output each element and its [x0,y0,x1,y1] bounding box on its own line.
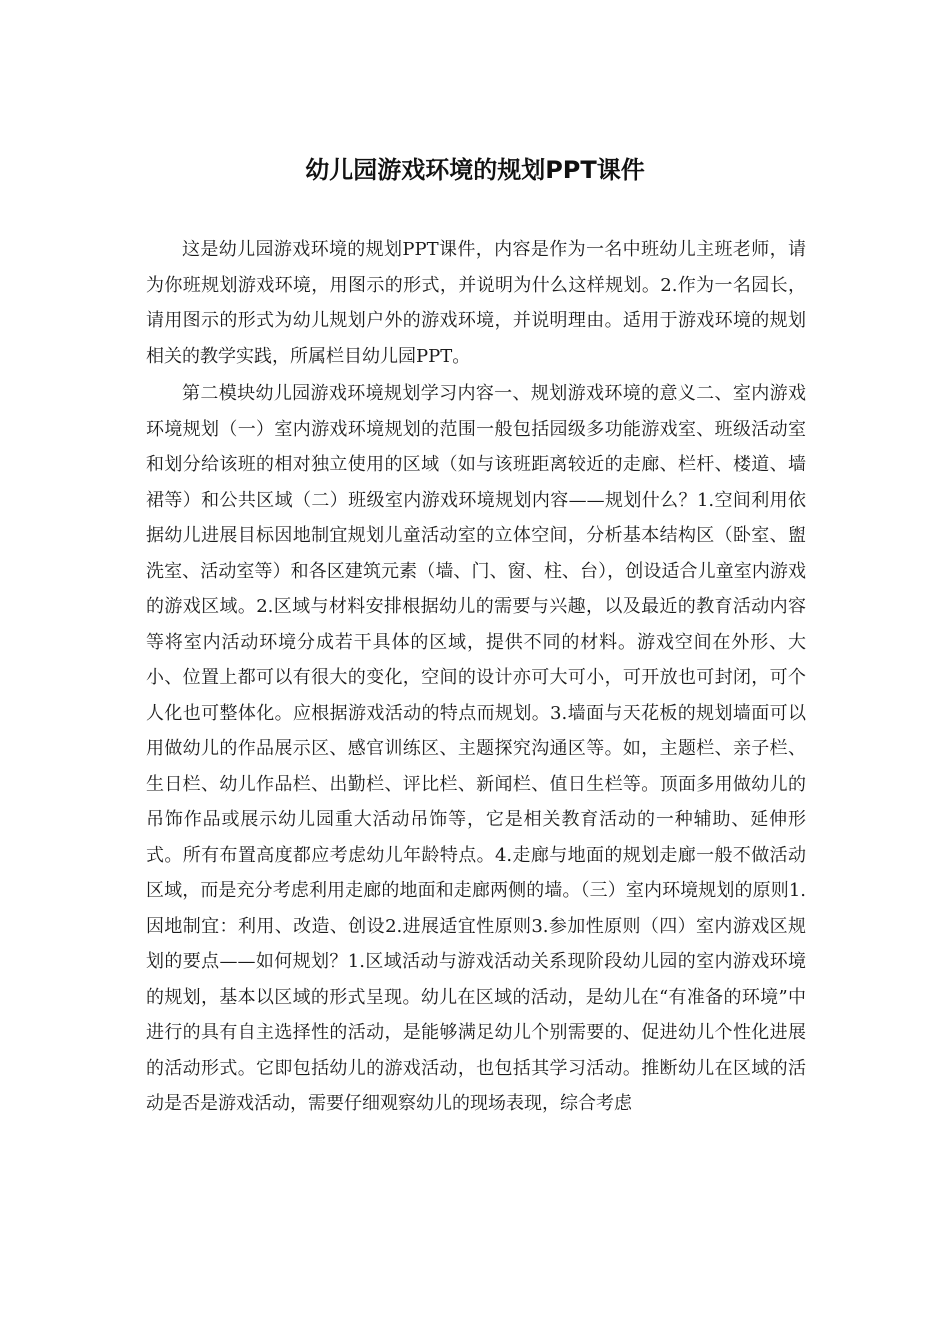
paragraph-intro: 这是幼儿园游戏环境的规划PPT课件，内容是作为一名中班幼儿主班老师，请为你班规划游戏环境，用图示的形式，并说明为什么这样规划。2.作为一名园长，请用图示的形式为幼儿规划户外的游戏环境，并说明理由。适用于游戏环境的规划相关的教学实践，所属栏目幼儿园PPT。 [146,239,806,367]
document-body [146,232,806,1122]
paragraph-main: 第二模块幼儿园游戏环境规划学习内容一、规划游戏环境的意义二、室内游戏环境规划（一）室内游戏环境规划的范围一般包括园级多功能游戏室、班级活动室和划分给该班的相对独立使用的区域（如与该班距离较近的走廊、栏杆、楼道、墙裙等）和公共区域（二）班级室内游戏环境规划内容——规划什么？1.空间利用依据幼儿进展目标因地制宜规划儿童活动室的立体空间，分析基本结构区（卧室、盥洗室、活动室等）和各区建筑元素（墙、门、窗、柱、台），创设适合儿童室内游戏的游戏区域。2.区域与材料安排根据幼儿的需要与兴趣，以及最近的教育活动内容等将室内活动环境分成若干具体的区域，提供不同的材料。游戏空间在外形、大小、位置上都可以有很大的变化，空间的设计亦可大可小，可开放也可封闭，可个人化也可整体化。应根据游戏活动的特点而规划。3.墙面与天花板的规划墙面可以用做幼儿的作品展示区、感官训练区、主题探究沟通区等。如，主题栏、亲子栏、生日栏、幼儿作品栏、出勤栏、评比栏、新闻栏、值日生栏等。顶面多用做幼儿的吊饰作品或展示幼儿园重大活动吊饰等，它是相关教育活动的一种辅助、延伸形式。所有布置高度都应考虑幼儿年龄特点。4.走廊与地面的规划走廊一般不做活动区域，而是充分考虑利用走廊的地面和走廊两侧的墙。（三）室内环境规划的原则1.因地制宜：利用、改造、创设2.进展适宜性原则3.参加性原则（四）室内游戏区规划的要点——如何规划？1.区域活动与游戏活动关系现阶段幼儿园的室内游戏环境的规划，基本以区域的形式呈现。幼儿在区域的活动，是幼儿在“有准备的环境”中进行的具有自主选择性的活动，是能够满足幼儿个别需要的、促进幼儿个性化进展的活动形式。它即包括幼儿的游戏活动，也包括其学习活动。推断幼儿在区域的活动是否是游戏活动，需要仔细观察幼儿的现场表现，综合考虑 [146,383,806,1114]
document-title: 幼儿园游戏环境的规划PPT课件 [305,156,645,184]
